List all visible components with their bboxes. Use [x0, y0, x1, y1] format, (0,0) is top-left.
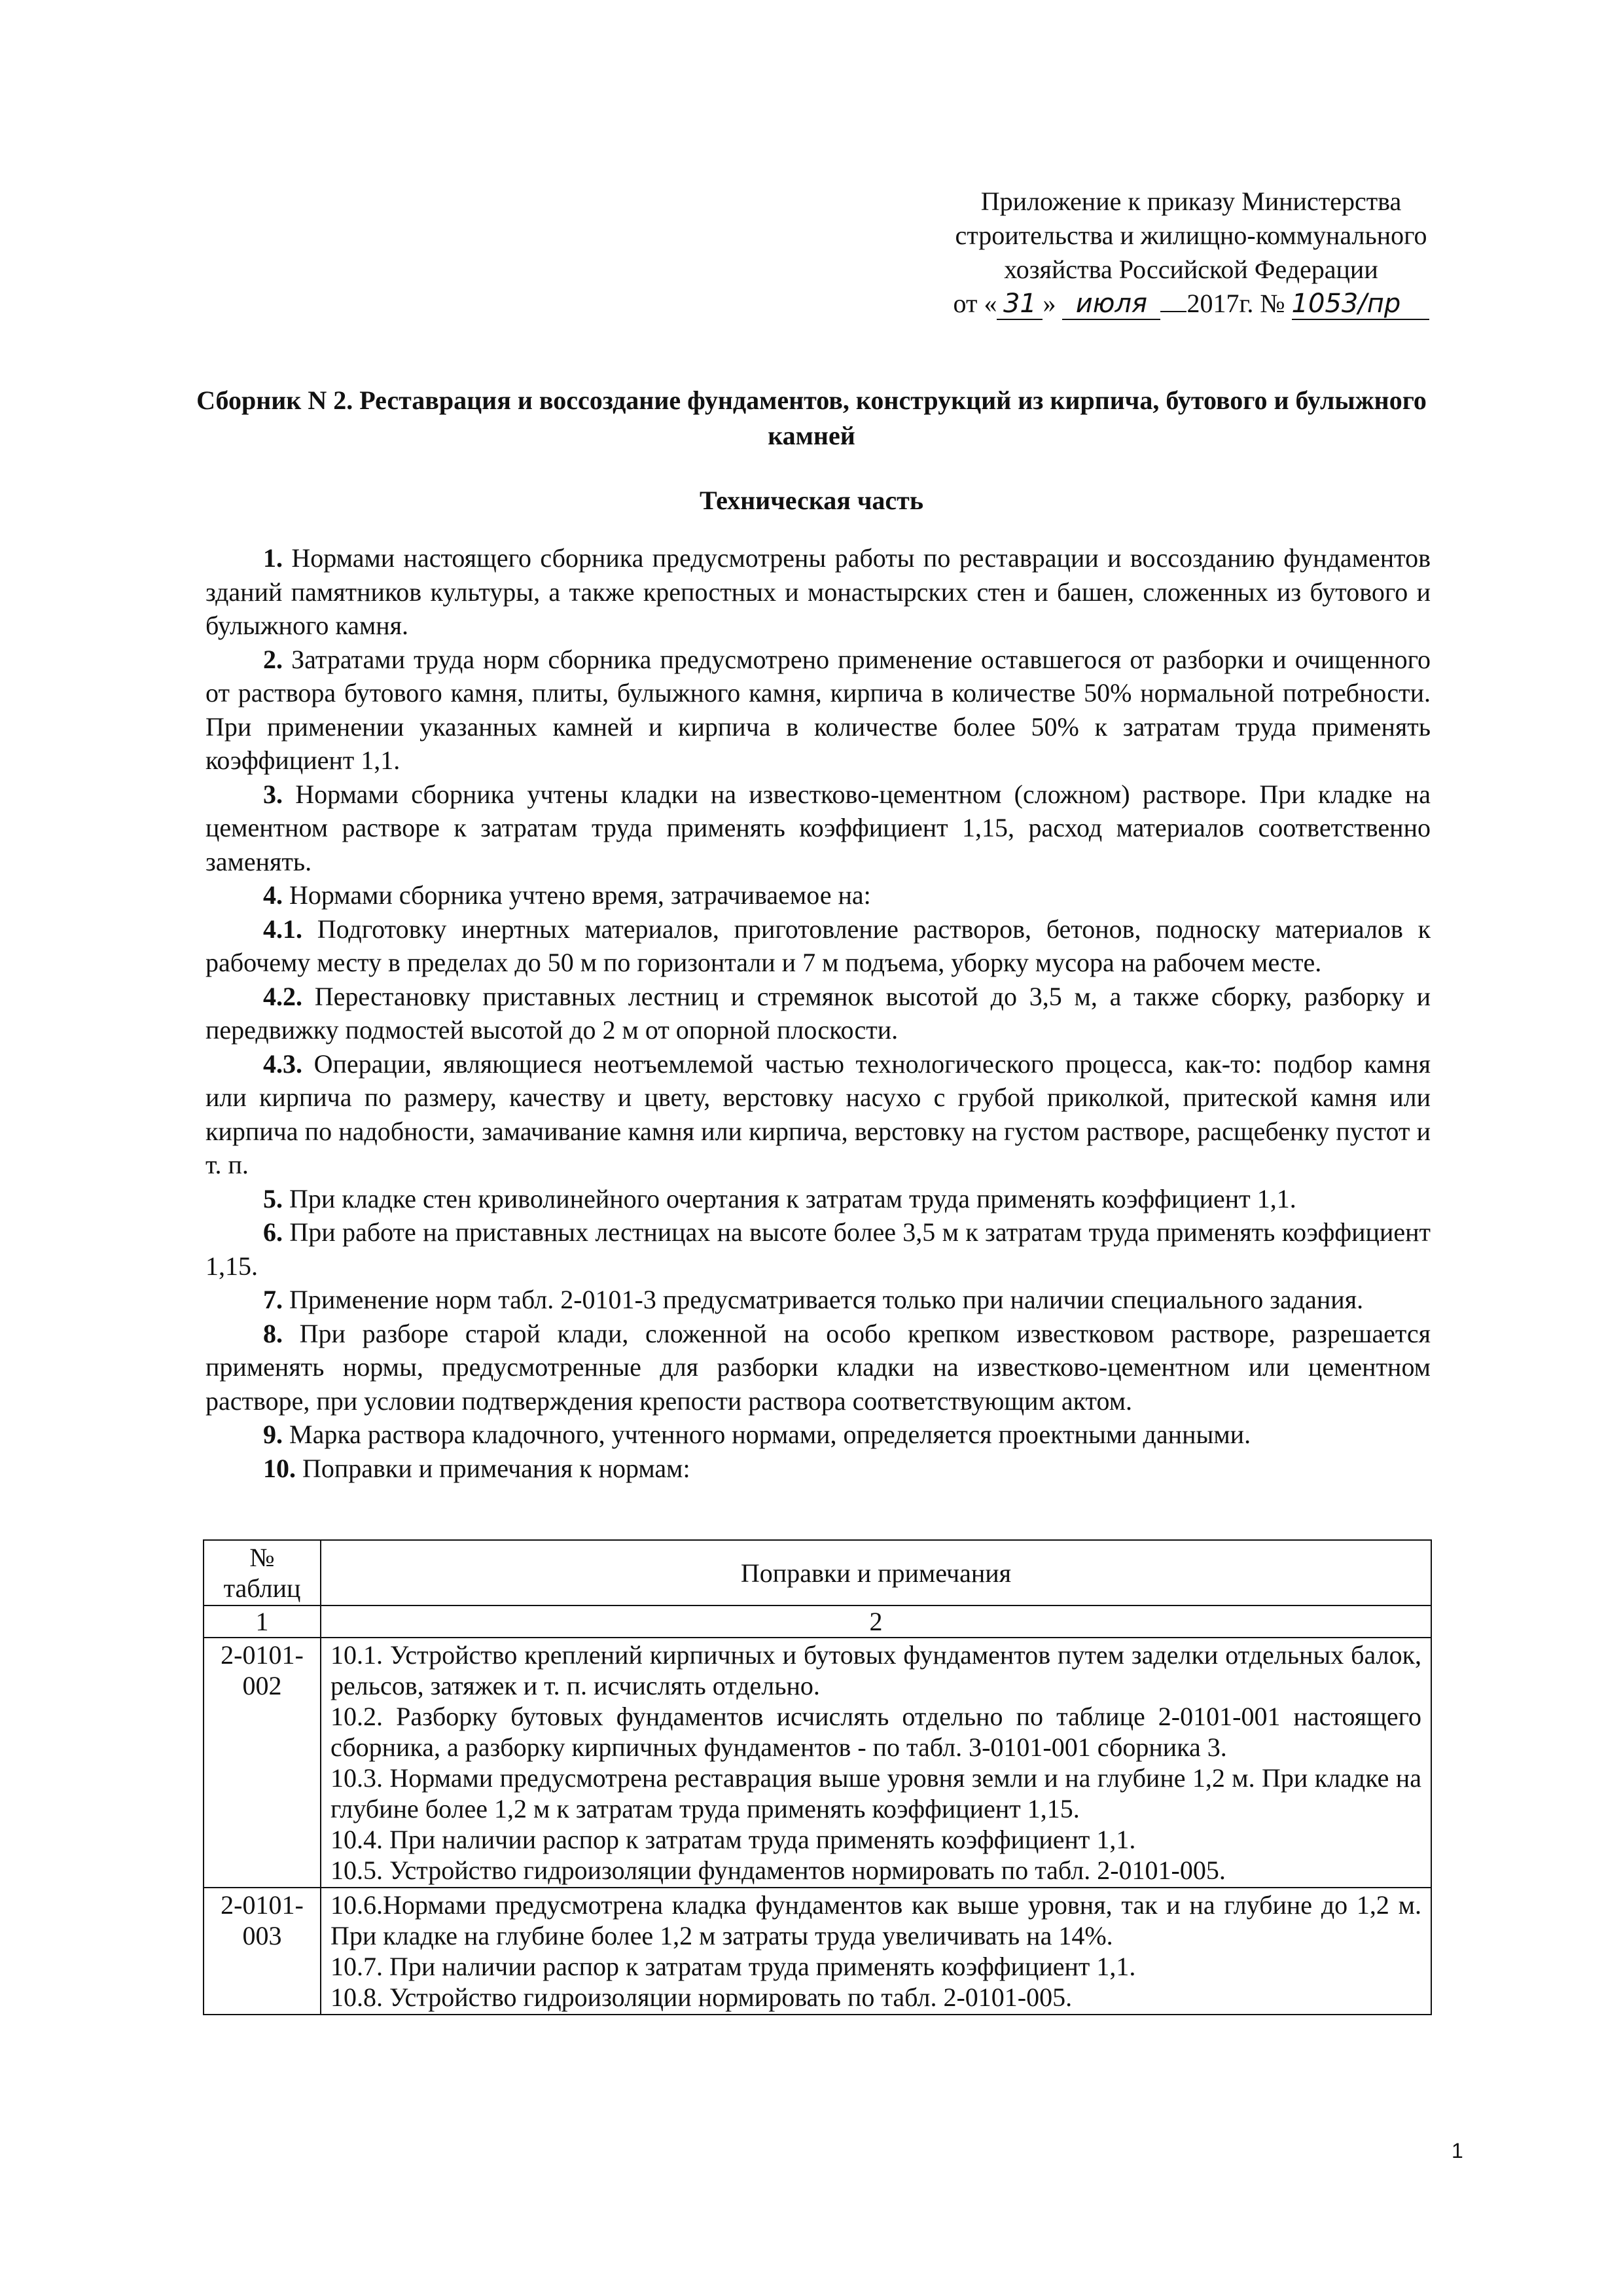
paragraph — [205, 1283, 1431, 1317]
paragraph — [205, 643, 1431, 778]
technical-part-body — [205, 541, 1431, 1485]
date-underline — [1160, 289, 1186, 312]
note-item: 10.5. Устройство гидроизоляции фундаментов нормировать по табл. 2-0101-005. — [330, 1856, 1226, 1885]
paragraph — [205, 1418, 1431, 1452]
table-row — [204, 1638, 1431, 1888]
header-cell-notes: Поправки и примечания — [321, 1540, 1431, 1605]
table-number-cell: 2-0101-003 — [204, 1888, 321, 2015]
date-quote-close: » — [1043, 289, 1056, 318]
paragraph-text: Марка раствора кладочного, учтенного нормами, определяется проектными данными. — [289, 1420, 1251, 1449]
paragraph — [205, 1317, 1431, 1418]
paragraph-number: 4.1. — [263, 914, 302, 944]
paragraph — [205, 980, 1431, 1047]
note-item: 10.6.Нормами предусмотрена кладка фундаментов как выше уровня, так и на глубине до 1,2 м. При кладке на глубине более 1,2 м затраты труда увеличивать на 14%. — [330, 1890, 1421, 1950]
paragraph — [205, 778, 1431, 879]
paragraph-text: При работе на приставных лестницах на высоте более 3,5 м к затратам труда применять коэффициент 1,15. — [205, 1217, 1431, 1281]
paragraph-number: 5. — [263, 1183, 283, 1213]
paragraph-text: Нормами настоящего сборника предусмотрены работы по реставрации и воссозданию фундаментов зданий памятников культуры, а также крепостных и монастырских стен и башен, сложенных из бутового и булыжного камня. — [205, 543, 1431, 640]
paragraph — [205, 1215, 1431, 1283]
header-line-3: хозяйства Российской Федерации — [1004, 255, 1378, 284]
paragraph — [205, 1047, 1431, 1182]
paragraph-number: 7. — [263, 1285, 283, 1314]
paragraph-text: Операции, являющиеся неотъемлемой частью технологического процесса, как-то: подбор камня или кирпича по размеру, качеству и цвету, верстовку насухо с грубой приколкой, притеской камня или кирпича по надобности, замачивание камня или кирпича, верстовку на густом растворе, расщебенку пустот и т. п. — [205, 1049, 1431, 1179]
note-item: 10.1. Устройство креплений кирпичных и бутовых фундаментов путем заделки отдельных балок, рельсов, затяжек и т. п. исчислять отдельно. — [330, 1640, 1421, 1700]
note-item: 10.3. Нормами предусмотрена реставрация выше уровня земли и на глубине 1,2 м. При кладке на глубине более 1,2 м к затратам труда применять коэффициент 1,15. — [330, 1763, 1421, 1823]
header-line-2: строительства и жилищно-коммунального — [955, 221, 1427, 250]
paragraph-number: 10. — [263, 1453, 296, 1483]
note-item: 10.4. При наличии распор к затратам труда применять коэффициент 1,1. — [330, 1825, 1136, 1854]
paragraph — [205, 878, 1431, 912]
notes-cell — [321, 1638, 1431, 1888]
date-prefix: от « — [953, 289, 997, 318]
note-item: 10.7. При наличии распор к затратам труда применять коэффициент 1,1. — [330, 1952, 1136, 1981]
paragraph-number: 4.3. — [263, 1049, 302, 1079]
paragraph-text: Подготовку инертных материалов, приготовление растворов, бетонов, подноску материалов к рабочему месту в пределах до 50 м по горизонтали и 7 м подъема, уборку мусора на рабочем месте. — [205, 914, 1431, 977]
section-subtitle: Техническая часть — [700, 486, 923, 515]
header-date-line — [903, 287, 1479, 321]
header-line-1: Приложение к приказу Министерства — [980, 187, 1402, 216]
paragraph — [205, 1452, 1431, 1486]
table-number-cell: 2-0101-002 — [204, 1638, 321, 1888]
table-header-row — [204, 1540, 1431, 1605]
paragraph-text: При кладке стен криволинейного очертания к затратам труда применять коэффициент 1,1. — [289, 1183, 1296, 1213]
paragraph — [205, 1182, 1431, 1216]
paragraph-text: Перестановку приставных лестниц и стремянок высотой до 3,5 м, а также сборку, разборку и передвижку подмостей высотой до 2 м от опорной плоскости. — [205, 981, 1431, 1045]
table-row — [204, 1888, 1431, 2015]
paragraph-number: 2. — [263, 644, 283, 674]
paragraph-number: 4. — [263, 880, 283, 910]
table-column-number-row — [204, 1605, 1431, 1638]
paragraph-number: 8. — [263, 1318, 283, 1348]
date-day-handwritten: 31 — [997, 289, 1043, 320]
collection-title: Сборник N 2. Реставрация и воссоздание фундаментов, конструкций из кирпича, бутового и булыжного камней — [196, 386, 1427, 450]
note-item: 10.8. Устройство гидроизоляции нормировать по табл. 2-0101-005. — [330, 1982, 1073, 2012]
paragraph-text: Нормами сборника учтены кладки на известково-цементном (сложном) растворе. При кладке на цементном растворе к затратам труда применять коэффициент 1,15, расход материалов соответственно заменять. — [205, 779, 1431, 876]
column-number-1: 1 — [204, 1605, 321, 1638]
paragraph-text: Применение норм табл. 2-0101-3 предусматривается только при наличии специального задания. — [289, 1285, 1364, 1314]
paragraph-text: Нормами сборника учтено время, затрачиваемое на: — [289, 880, 871, 910]
header-cell-table-no: № таблиц — [204, 1540, 321, 1605]
note-item: 10.2. Разборку бутовых фундаментов исчислять отдельно по таблице 2-0101-001 настоящего сборника, а разборку кирпичных фундаментов - по табл. 3-0101-001 сборника 3. — [330, 1702, 1421, 1762]
paragraph-text: При разборе старой клади, сложенной на особо крепком известковом растворе, разрешается применять нормы, предусмотренные для разборки кладки на известково-цементном или цементном растворе, при условии подтверждения крепости раствора соответствующим актом. — [205, 1318, 1431, 1416]
column-number-2: 2 — [321, 1605, 1431, 1638]
notes-cell — [321, 1888, 1431, 2015]
paragraph-number: 3. — [263, 779, 283, 809]
corrections-table — [203, 1539, 1432, 2015]
date-month-handwritten: июля — [1062, 289, 1160, 320]
order-number-handwritten: 1053/пр — [1292, 289, 1429, 320]
paragraph-number: 1. — [263, 543, 283, 573]
page-number: 1 — [1452, 2139, 1463, 2162]
paragraph-text: Поправки и примечания к нормам: — [302, 1453, 690, 1483]
paragraph — [205, 912, 1431, 980]
paragraph-number: 6. — [263, 1217, 283, 1247]
paragraph-text: Затратами труда норм сборника предусмотрено применение оставшегося от разборки и очищенного от раствора бутового камня, плиты, булыжного камня, кирпича в количестве 50% нормальной потребности. При применении указанных камней и кирпича в количестве более 50% к затратам труда применять коэффициент 1,1. — [205, 644, 1431, 775]
paragraph-number: 9. — [263, 1420, 283, 1449]
approval-header — [903, 185, 1479, 321]
paragraph — [205, 541, 1431, 643]
date-year: 2017г. № — [1186, 289, 1285, 318]
paragraph-number: 4.2. — [263, 981, 302, 1011]
